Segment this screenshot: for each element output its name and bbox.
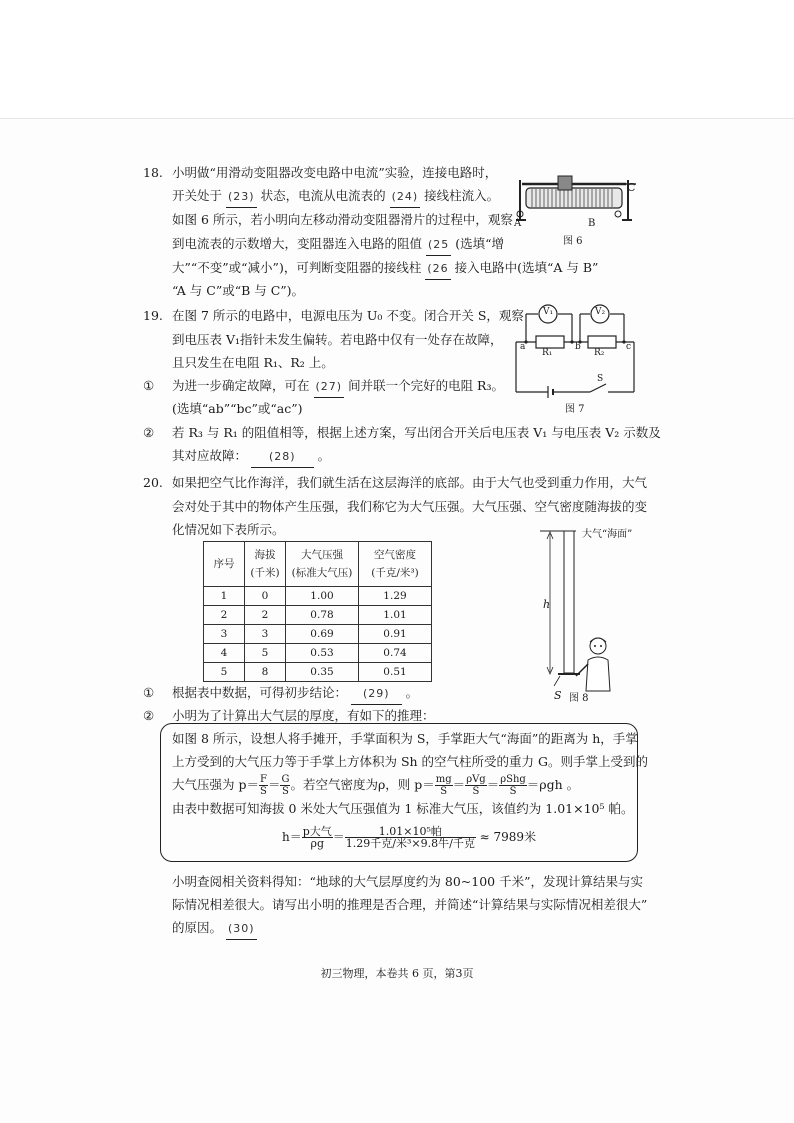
q20-text: 的原因。 xyxy=(172,920,223,935)
reasoning-line-1: 如图 8 所示，设想人将手摊开，手掌面积为 S，手掌距大气“海面”的距离为 h，手掌 xyxy=(172,731,638,746)
node-a-label: a xyxy=(520,342,526,352)
table-cell: 5 xyxy=(204,663,245,682)
q19-line-1: 在图 7 所示的电路中，电源电压为 U₀ 不变。闭合开关 S，观察 xyxy=(172,308,524,323)
page-footer: 初三物理，本卷共 6 页，第3页 xyxy=(320,967,474,980)
table-row xyxy=(204,587,432,606)
table-cell: 3 xyxy=(204,625,245,644)
fraction-f-over-s: $\frac{F}{S}$ xyxy=(259,774,267,797)
voltmeter-v2-label: V₂ xyxy=(595,307,606,317)
table-cell: 2 xyxy=(245,606,286,625)
q20-extension-line-1: 小明查阅相关资料得知：“地球的大气层厚度约为 80~100 千米”，发现计算结果与实 xyxy=(172,874,643,889)
table-cell: 4 xyxy=(204,644,245,663)
reasoning-text: ＝ xyxy=(267,777,281,792)
table-cell: 0.74 xyxy=(359,644,432,663)
fraction-p-over-rg: $\frac{\text{p大气}}{\rho g}$ xyxy=(302,825,332,850)
q19-text: 其对应故障： xyxy=(172,448,248,463)
table-row xyxy=(204,663,432,682)
blank-30: (30) xyxy=(226,919,257,940)
formula-text: ≈ 7989米 xyxy=(479,830,537,844)
table-row xyxy=(204,625,432,644)
table-header-cell: 空气密度 (千克/米³) xyxy=(359,542,432,587)
q20-sub-2: 小明为了计算出大气层的厚度，有如下的推理： xyxy=(172,708,435,723)
atmosphere-column-figure xyxy=(540,526,620,694)
q19-line-3: 且只发生在电阻 R₁、R₂ 上。 xyxy=(172,355,334,370)
height-h-label: h xyxy=(543,598,551,611)
q18-line-1: 小明做“用滑动变阻器改变电路中电流”实验，连接电路时， xyxy=(172,165,498,180)
table-header-cell: 海拔 (千米) xyxy=(245,542,286,587)
blank-27: (27) xyxy=(314,377,345,398)
table-cell: 2 xyxy=(204,606,245,625)
reasoning-line-2: 上方受到的大气压力等于手掌上方体积为 Sh 的空气柱所受的重力 G。则手掌上受到的 xyxy=(172,754,649,769)
table-cell: 5 xyxy=(245,644,286,663)
fraction-rvg-over-s: $\frac{\text{ρVg}}{S}$ xyxy=(466,774,486,797)
fraction-mg-over-s: $\frac{mg}{S}$ xyxy=(435,774,452,797)
blank-23: (23) xyxy=(226,187,257,208)
node-c-label: c xyxy=(626,342,632,352)
table-cell: 0.51 xyxy=(359,663,432,682)
table-header-row xyxy=(204,542,432,587)
reasoning-text: ＝ρgh 。 xyxy=(526,777,580,792)
q18-text: 到电流表的示数增大，变阻器连入电路的阻值 xyxy=(172,236,423,251)
switch-s-label: S xyxy=(597,374,604,384)
q18-line-6: “A 与 C”或“B 与 C”)。 xyxy=(172,283,305,298)
sub-marker: ② xyxy=(143,708,155,723)
q19-text: 。 xyxy=(317,448,331,463)
node-b-label: b xyxy=(575,342,581,352)
q20-extension-line-2: 际情况相差很大。请写出小明的推理是否合理，并简述“计算结果与实际情况相差很大” xyxy=(172,897,648,912)
sub-marker: ② xyxy=(143,425,155,440)
formula-text: h＝ xyxy=(282,830,302,844)
blank-24: (24) xyxy=(390,187,421,208)
blank-26: (26 xyxy=(425,259,450,280)
table-cell: 0 xyxy=(245,587,286,606)
q18-text: 大”“不变”或“减小”)，可判断变阻器的接线柱 xyxy=(172,260,422,275)
q20-extension-line-3 xyxy=(172,918,257,940)
table-cell: 0.35 xyxy=(286,663,359,682)
table-cell: 0.78 xyxy=(286,606,359,625)
q18-text: 状态，电流从电流表的 xyxy=(260,188,386,203)
q18-text: 接入电路中(选填“A 与 B” xyxy=(454,260,599,275)
circuit-figure xyxy=(510,302,640,402)
table-cell: 0.53 xyxy=(286,644,359,663)
question-number: 19. xyxy=(143,308,163,323)
sub-marker: ① xyxy=(143,378,155,393)
q18-line-3: 如图 6 所示，若小明向左移动滑动变阻器滑片的过程中，观察 xyxy=(172,212,513,227)
figure-8-caption: 图 8 xyxy=(569,693,589,704)
terminal-b-label: B xyxy=(588,218,596,229)
formula-text: ＝ xyxy=(332,830,345,844)
table-cell: 3 xyxy=(245,625,286,644)
q18-text: 接线柱流入。 xyxy=(424,188,500,203)
blank-28: (28) xyxy=(251,447,314,468)
figure-7-caption: 图 7 xyxy=(565,404,585,415)
table-header-cell: 大气压强 (标准大气压) xyxy=(286,542,359,587)
area-s-label: S xyxy=(554,689,562,702)
table-cell: 1.00 xyxy=(286,587,359,606)
resistor-r1-label: R₁ xyxy=(542,348,553,358)
q19-sub-1 xyxy=(172,376,504,398)
terminal-a-label: A xyxy=(514,218,522,229)
q20-line-3: 化情况如下表所示。 xyxy=(172,522,285,537)
q19-sub-2: 若 R₃ 与 R₁ 的阻值相等，根据上述方案，写出闭合开关后电压表 V₁ 与电压表 V₂ 示数及 xyxy=(172,425,661,440)
fraction-thickness-value: $\frac{\text{1.01×10⁵帕}}{\text{1.29千克/米³×9.8牛/千克}}$ xyxy=(345,825,475,850)
q19-text: 间并联一个完好的电阻 R₃。 xyxy=(348,378,504,393)
table-cell: 1 xyxy=(204,587,245,606)
atmosphere-sea-surface-label: 大气“海面” xyxy=(582,529,633,540)
q18-text: 开关处于 xyxy=(172,188,223,203)
fraction-g-over-s: $\frac{G}{S}$ xyxy=(281,774,290,797)
question-number: 20. xyxy=(143,475,163,490)
q18-line-2 xyxy=(172,186,499,208)
voltmeter-v1-label: V₁ xyxy=(543,307,554,317)
table-cell: 0.69 xyxy=(286,625,359,644)
thickness-formula xyxy=(282,822,536,852)
table-row xyxy=(204,606,432,625)
reasoning-text: 。若空气密度为ρ，则 p＝ xyxy=(290,777,435,792)
table-cell: 0.91 xyxy=(359,625,432,644)
blank-25: (25 xyxy=(426,235,451,256)
viewer-top-bar xyxy=(0,0,794,119)
figure-6-caption: 图 6 xyxy=(563,236,583,247)
sub-marker: ① xyxy=(143,685,155,700)
table-row xyxy=(204,644,432,663)
reasoning-text: 大气压强为 p＝ xyxy=(172,777,259,792)
reasoning-line-4: 由表中数据可知海拔 0 米处大气压强值为 1 标准大气压，该值约为 1.01×10⁵ 帕。 xyxy=(172,801,634,816)
blank-29: (29) xyxy=(351,684,402,705)
q20-line-1: 如果把空气比作海洋，我们就生活在这层海洋的底部。由于大气也受到重力作用，大气 xyxy=(172,475,648,490)
q20-text: 。 xyxy=(405,685,419,700)
q18-line-4 xyxy=(172,234,504,256)
q19-line-2: 到电压表 V₁指针未发生偏转。若电路中仅有一处存在故障， xyxy=(172,332,503,347)
q18-line-5 xyxy=(172,258,598,280)
q20-line-2: 会对处于其中的物体产生压强，我们称它为大气压强。大气压强、空气密度随海拔的变 xyxy=(172,499,648,514)
reasoning-line-3: 大气压强为 p＝ $\frac{F}{S}$ ＝ $\frac{G}{S}$ 。若空气密度为ρ，则 p＝ $\frac{mg}{S}$ ＝ $\frac{\text{ρVg}}{S}$ ＝ $\frac{\text{ρShg}}{S}$ ＝ρgh 。 xyxy=(172,774,580,797)
q19-text: 为进一步确定故障，可在 xyxy=(172,378,310,393)
table-cell: 1.01 xyxy=(359,606,432,625)
altitude-data-table xyxy=(203,541,432,682)
resistor-r2-label: R₂ xyxy=(594,348,605,358)
q20-sub-1 xyxy=(172,683,418,705)
fraction-rshg-over-s: $\frac{\text{ρShg}}{S}$ xyxy=(500,774,526,797)
q18-text: (选填“增 xyxy=(455,236,505,251)
table-cell: 8 xyxy=(245,663,286,682)
table-cell: 1.29 xyxy=(359,587,432,606)
q19-sub-1-options: (选填“ab”“bc”或“ac”) xyxy=(172,401,303,416)
table-header-cell: 序号 xyxy=(204,542,245,587)
q20-text: 根据表中数据，可得初步结论： xyxy=(172,685,348,700)
terminal-c-label: C xyxy=(627,181,636,194)
question-number: 18. xyxy=(143,165,163,180)
q19-sub-2-answer xyxy=(172,446,330,468)
